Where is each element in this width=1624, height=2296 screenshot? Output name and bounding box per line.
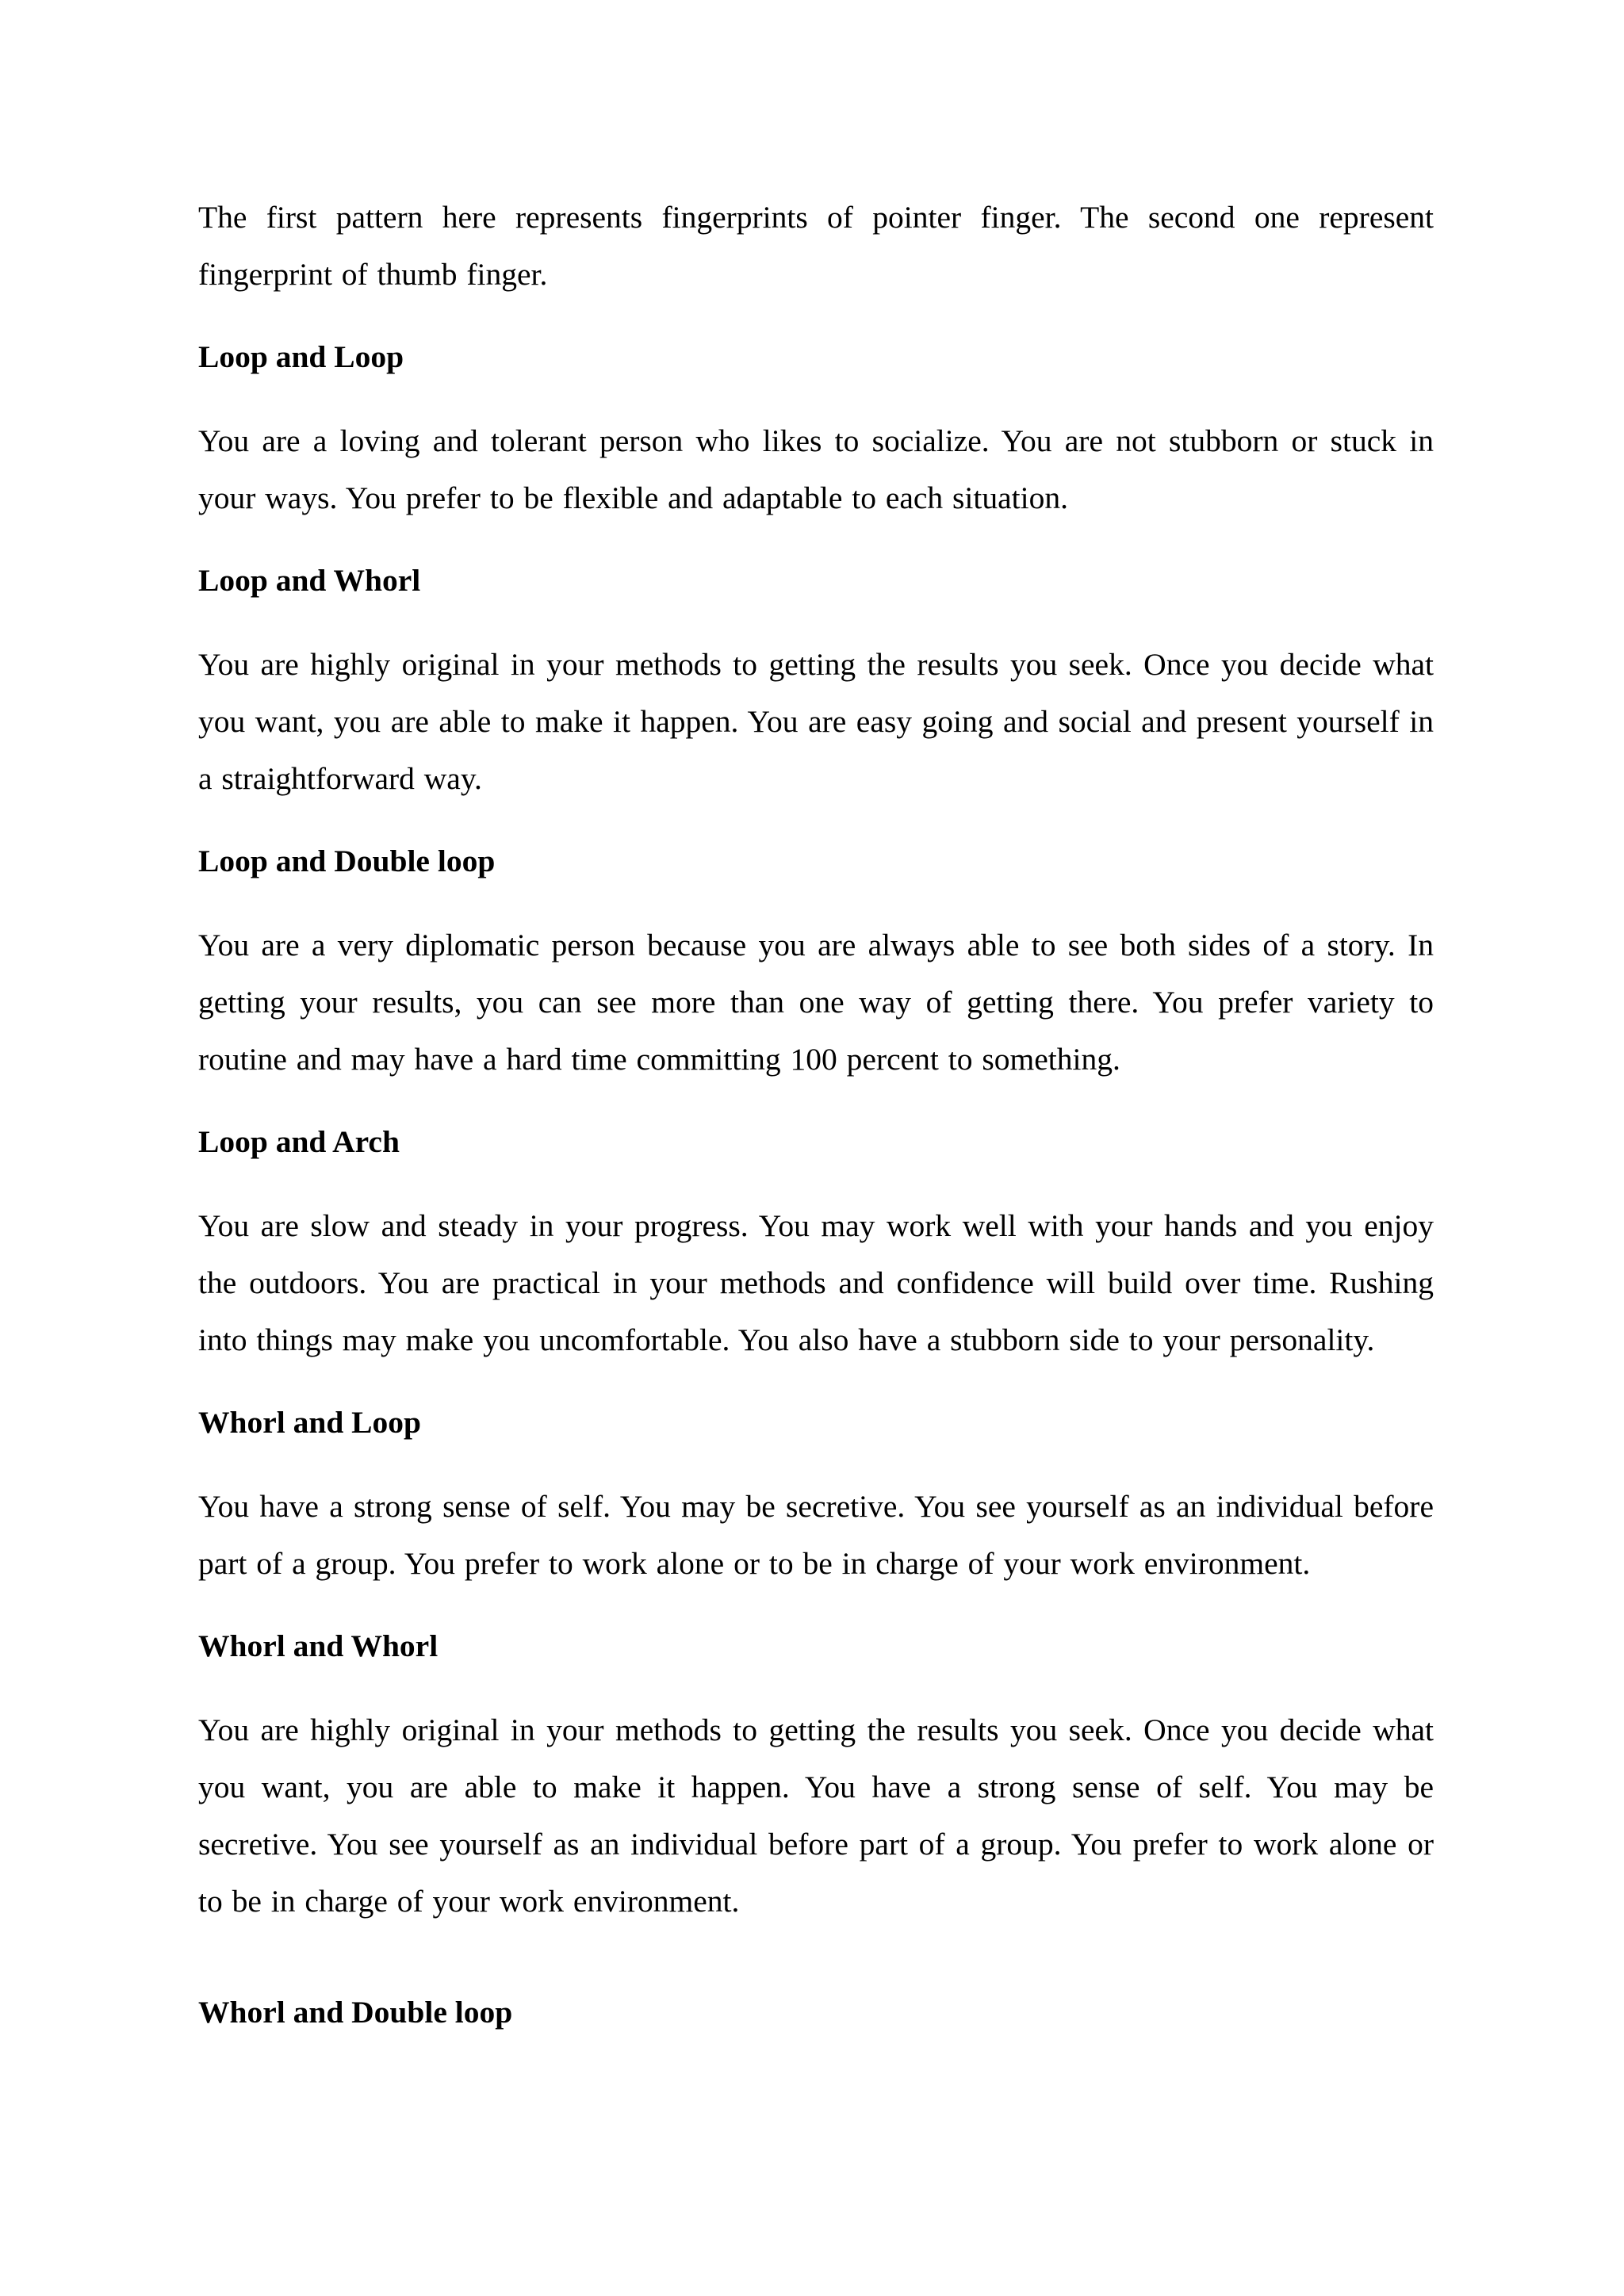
section-heading-loop-arch: Loop and Arch bbox=[198, 1124, 400, 1159]
intro-paragraph: The first pattern here represents fingerprints of pointer finger. The second one represent fingerprint of thumb finger. bbox=[198, 200, 1434, 292]
section-heading-loop-whorl: Loop and Whorl bbox=[198, 563, 421, 598]
section-text-loop-loop: You are a loving and tolerant person who likes to socialize. You are not stubborn or stuck in your ways. You prefer to be flexible and adaptable to each situation. bbox=[198, 423, 1434, 515]
section-heading-whorl-whorl: Whorl and Whorl bbox=[198, 1628, 439, 1663]
section-heading-loop-loop: Loop and Loop bbox=[198, 339, 404, 374]
section-heading-whorl-double-loop: Whorl and Double loop bbox=[198, 1995, 513, 2030]
section-text-loop-double-loop: You are a very diplomatic person because you are always able to see both sides of a story. In getting your results, you can see more than one way of getting there. You prefer variety to routine and may have a hard time committing 100 percent to something. bbox=[198, 928, 1434, 1077]
section-text-loop-arch: You are slow and steady in your progress. You may work well with your hands and you enjoy the outdoors. You are practical in your methods and confidence will build over time. Rushing into things may make you uncomfortable. You also have a stubborn side to your personality. bbox=[198, 1208, 1434, 1357]
document-content bbox=[198, 189, 1434, 2068]
section-heading-whorl-loop: Whorl and Loop bbox=[198, 1405, 421, 1440]
section-text-whorl-loop: You have a strong sense of self. You may be secretive. You see yourself as an individual before part of a group. You prefer to work alone or to be in charge of your work environment. bbox=[198, 1489, 1434, 1581]
section-heading-loop-double-loop: Loop and Double loop bbox=[198, 844, 496, 878]
section-text-whorl-whorl: You are highly original in your methods to getting the results you seek. Once you decide what you want, you are able to make it happen. You have a strong sense of self. You may be secretive. You see yourself as an individual before part of a group. You prefer to work alone or to be in charge of your work environment. bbox=[198, 1712, 1434, 1919]
section-text-loop-whorl: You are highly original in your methods to getting the results you seek. Once you decide what you want, you are able to make it happen. You are easy going and social and present yourself in a straightforward way. bbox=[198, 647, 1434, 796]
